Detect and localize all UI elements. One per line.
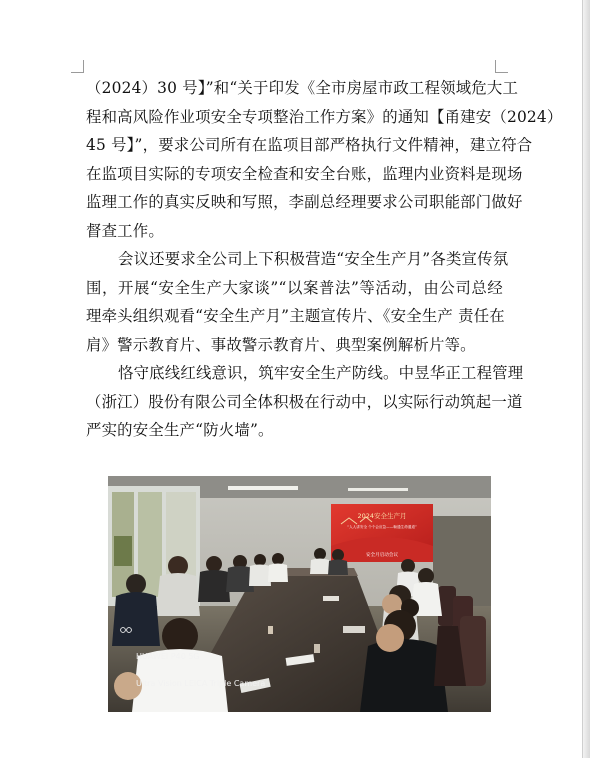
paragraph-line: 会议还要求全公司上下积极营造“安全生产月”各类宣传氛: [118, 250, 509, 268]
paragraph-line: （2024）30 号】”和“关于印发《全市房屋市政工程领域危大工: [86, 79, 519, 97]
paragraph-line: 在监项目实际的专项安全检查和安全台账，监理内业资料是现场: [86, 164, 523, 183]
paragraph-line: 监理工作的真实反映和写照，李副总经理要求公司职能部门做好: [86, 193, 523, 211]
crop-mark-top-left: [71, 60, 84, 73]
watermark-line-1: HUAWEI P40 5G: [136, 652, 200, 661]
watermark-line-2: Ultra Vision LEICA Triple Camera: [136, 679, 266, 688]
paragraph-line: 肩》警示教育片、事故警示教育片、典型案例解析片等。: [86, 335, 476, 354]
screen-subtitle: “人人讲安全 个个会应急——畅通生命通道”: [347, 525, 417, 529]
paragraph-line: 督查工作。: [86, 221, 164, 240]
paragraph-line: 程和高风险作业项安全专项整治工作方案》的通知【甬建安（2024）: [86, 107, 563, 126]
paragraph-line: 理牵头组织观看“安全生产月”主题宣传片、《安全生产 责任在: [86, 307, 505, 325]
paragraph-line: 恪守底线红线意识，筑牢安全生产防线。中昱华正工程管理: [118, 364, 524, 382]
screen-footer: 安全月启动会议: [365, 553, 399, 558]
crop-mark-top-right: [495, 60, 508, 73]
paragraph-line: 严实的安全生产“防火墙”。: [86, 421, 274, 439]
camera-watermark: [120, 625, 265, 706]
meeting-photo[interactable]: [108, 476, 491, 712]
paragraph-line: 围，开展“安全生产大家谈”“以案普法”等活动，由公司总经: [86, 278, 503, 297]
page-edge-shadow: [582, 0, 590, 758]
paragraph-line: 45 号】”，要求公司所有在监项目部严格执行文件精神，建立符合: [86, 136, 533, 154]
screen-title: 2024安全生产月: [357, 512, 407, 520]
camera-lens-icon: [120, 627, 132, 633]
document-body[interactable]: [86, 74, 563, 445]
paragraph-line: （浙江）股份有限公司全体积极在行动中，以实际行动筑起一道: [86, 392, 523, 411]
